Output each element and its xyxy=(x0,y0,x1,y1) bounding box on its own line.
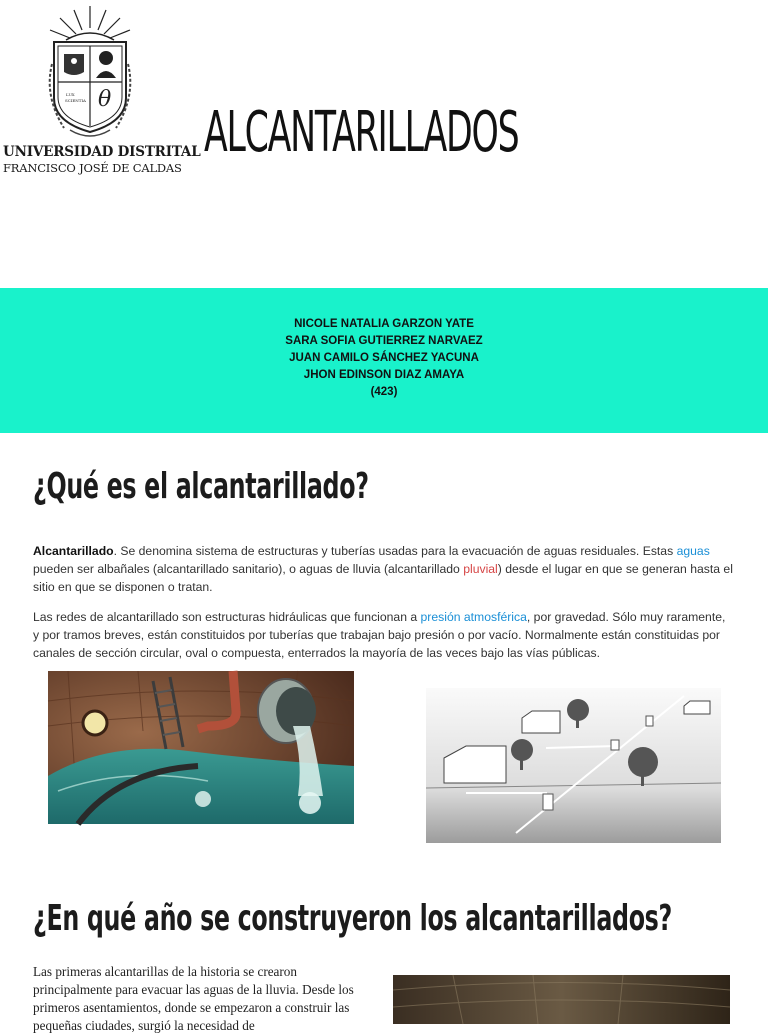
link-presion-atmosferica[interactable]: presión atmosférica xyxy=(420,610,527,624)
authors-list xyxy=(0,316,768,401)
university-subname: FRANCISCO JOSÉ DE CALDAS xyxy=(3,161,182,175)
svg-text:SCIENTIA: SCIENTIA xyxy=(65,98,86,103)
sewer-illustration xyxy=(48,671,354,824)
definition-paragraph xyxy=(33,542,733,596)
group-code: (423) xyxy=(370,386,398,398)
page-title: ALCANTARILLADOS xyxy=(204,100,519,165)
university-name: UNIVERSIDAD DISTRITAL xyxy=(3,144,201,160)
text-span: Las redes de alcantarillado son estructuras hidráulicas que funcionan a xyxy=(33,610,421,624)
author-name: SARA SOFIA GUTIERREZ NARVAEZ xyxy=(285,335,483,347)
link-pluvial[interactable]: pluvial xyxy=(463,562,498,576)
svg-text:θ: θ xyxy=(98,87,112,112)
university-logo xyxy=(0,0,201,180)
text-span: , por gravedad. Sólo muy raramente, y por tramos breves, están constituidos por tuberías que trabajan bajo presión o por vacío. Normalmente están constituidas por canales de sección circular, oval o compuesta, enterrados la mayoría de las veces bajo las vías públicas. xyxy=(33,610,726,660)
author-name: NICOLE NATALIA GARZON YATE xyxy=(294,318,474,330)
tunnel-photo xyxy=(393,975,730,1024)
link-aguas[interactable]: aguas xyxy=(676,544,710,558)
history-paragraph: Las primeras alcantarillas de la historia se crearon principalmente para evacuar las aguas de la lluvia. Desde los primeros asentamientos, donde se empezaron a construir las pequeñas ciudades, surgió la necesidad de xyxy=(33,964,354,1033)
sewer-network-diagram xyxy=(426,688,721,843)
term-bold: Alcantarillado xyxy=(33,544,114,558)
university-crest-icon xyxy=(44,4,136,142)
text-span: . Se denomina sistema de estructuras y tuberías usadas para la evacuación de aguas residuales. Estas xyxy=(113,544,677,558)
authors-banner xyxy=(0,288,768,433)
author-name: JHON EDINSON DIAZ AMAYA xyxy=(303,369,465,381)
author-name: JUAN CAMILO SÁNCHEZ YACUNA xyxy=(289,352,479,364)
section-heading-what-is: ¿Qué es el alcantarillado? xyxy=(33,466,369,507)
text-span: pueden ser albañales (alcantarillado sanitario), o aguas de lluvia (alcantarillado xyxy=(33,562,464,576)
section-heading-history: ¿En qué año se construyeron los alcantarillados? xyxy=(33,898,672,939)
svg-text:LUX: LUX xyxy=(66,92,75,97)
network-paragraph xyxy=(33,608,733,662)
text-span: ) desde el lugar en que se generan hasta el sitio en que se disponen o tratan. xyxy=(33,562,733,594)
